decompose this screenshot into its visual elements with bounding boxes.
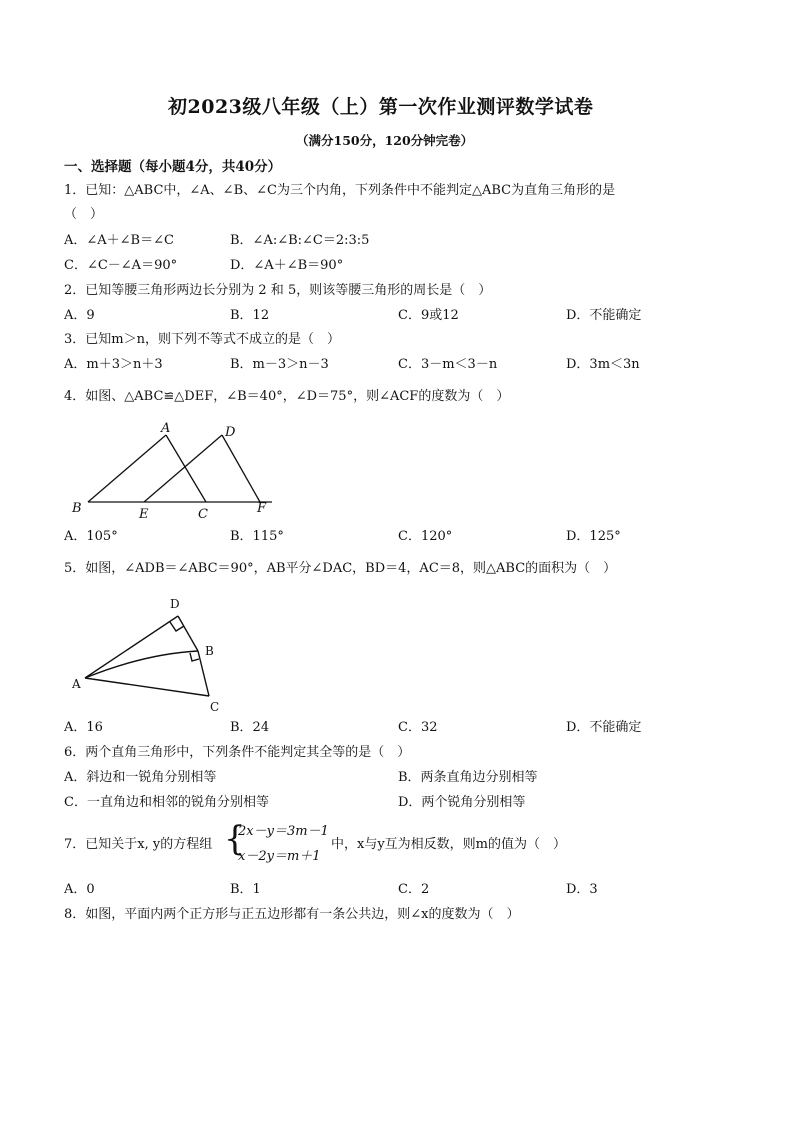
q3-option-d[interactable]: D．3m＜3n xyxy=(566,357,640,372)
q4-label-e: E xyxy=(139,507,149,522)
q1-paren: （ ） xyxy=(64,207,104,222)
q8-stem: 8．如图，平面内两个正方形与正五边形都有一条公共边，则∠x的度数为（ ） xyxy=(64,907,520,922)
q4-label-b: B xyxy=(72,501,82,516)
q1-option-b[interactable]: B．∠A:∠B:∠C＝2:3:5 xyxy=(230,233,370,248)
q2-option-c[interactable]: C．9或12 xyxy=(398,308,459,323)
q3-option-b[interactable]: B．m－3＞n－3 xyxy=(230,357,329,372)
q6-option-d[interactable]: D．两个锐角分别相等 xyxy=(398,795,526,810)
q1-option-d[interactable]: D．∠A＋∠B＝90° xyxy=(230,258,344,273)
q5-option-a[interactable]: A．16 xyxy=(64,720,103,735)
page-title: 初2023级八年级（上）第一次作业测评数学试卷 xyxy=(168,96,594,118)
q4-label-a: A xyxy=(161,421,171,436)
q7-option-b[interactable]: B．1 xyxy=(230,882,261,897)
q1-stem: 1．已知：△ABC中，∠A、∠B、∠C为三个内角，下列条件中不能判定△ABC为直角三角形的是 xyxy=(64,183,616,198)
q5-label-c: C xyxy=(210,700,220,714)
q5-label-d: D xyxy=(170,597,180,611)
q4-option-d[interactable]: D．125° xyxy=(566,529,621,544)
q4-figure xyxy=(64,415,284,525)
q7-brace: { xyxy=(224,819,246,859)
q3-option-a[interactable]: A．m＋3＞n＋3 xyxy=(64,357,163,372)
q4-option-b[interactable]: B．115° xyxy=(230,529,284,544)
section-title: 一、选择题（每小题4分，共40分） xyxy=(64,159,282,175)
q7-stem-post: 中，x与y互为相反数，则m的值为（ ） xyxy=(331,837,567,852)
q2-option-d[interactable]: D．不能确定 xyxy=(566,308,642,323)
q5-option-b[interactable]: B．24 xyxy=(230,720,270,735)
q2-option-a[interactable]: A．9 xyxy=(64,308,95,323)
q6-stem: 6．两个直角三角形中，下列条件不能判定其全等的是（ ） xyxy=(64,745,411,760)
q5-label-a: A xyxy=(72,677,81,691)
q3-option-c[interactable]: C．3－m＜3－n xyxy=(398,357,498,372)
q7-eq1: 2x－y＝3m－1 xyxy=(238,824,329,839)
q4-label-c: C xyxy=(198,507,208,522)
q6-option-b[interactable]: B．两条直角边分别相等 xyxy=(398,770,538,785)
q5-label-b: B xyxy=(205,644,214,658)
q5-figure xyxy=(64,592,244,717)
q4-label-f: F xyxy=(257,501,267,516)
q5-stem: 5．如图，∠ADB＝∠ABC＝90°，AB平分∠DAC，BD＝4，AC＝8，则△ABC的面积为（ ） xyxy=(64,561,617,576)
q7-stem-pre: 7．已知关于x, y的方程组 xyxy=(64,837,213,852)
q1-option-c[interactable]: C．∠C－∠A＝90° xyxy=(64,258,178,273)
q6-option-c[interactable]: C．一直角边和相邻的锐角分别相等 xyxy=(64,795,269,810)
q2-option-b[interactable]: B．12 xyxy=(230,308,270,323)
q7-eq2: x－2y＝m＋1 xyxy=(238,849,321,864)
q5-option-d[interactable]: D．不能确定 xyxy=(566,720,642,735)
q7-option-c[interactable]: C．2 xyxy=(398,882,430,897)
q2-stem: 2．已知等腰三角形两边长分别为 2 和 5，则该等腰三角形的周长是（ ） xyxy=(64,283,492,298)
q3-stem: 3．已知m＞n，则下列不等式不成立的是（ ） xyxy=(64,332,340,347)
page-subtitle: （满分150分，120分钟完卷） xyxy=(296,133,474,148)
q1-option-a[interactable]: A．∠A＋∠B＝∠C xyxy=(64,233,174,248)
q4-option-c[interactable]: C．120° xyxy=(398,529,453,544)
q4-option-a[interactable]: A．105° xyxy=(64,529,118,544)
q4-stem: 4．如图、△ABC≌△DEF，∠B＝40°，∠D＝75°，则∠ACF的度数为（ ） xyxy=(64,389,510,404)
q4-label-d: D xyxy=(225,425,236,440)
q5-option-c[interactable]: C．32 xyxy=(398,720,438,735)
q7-option-d[interactable]: D．3 xyxy=(566,882,598,897)
q6-option-a[interactable]: A．斜边和一锐角分别相等 xyxy=(64,770,217,785)
q7-option-a[interactable]: A．0 xyxy=(64,882,95,897)
